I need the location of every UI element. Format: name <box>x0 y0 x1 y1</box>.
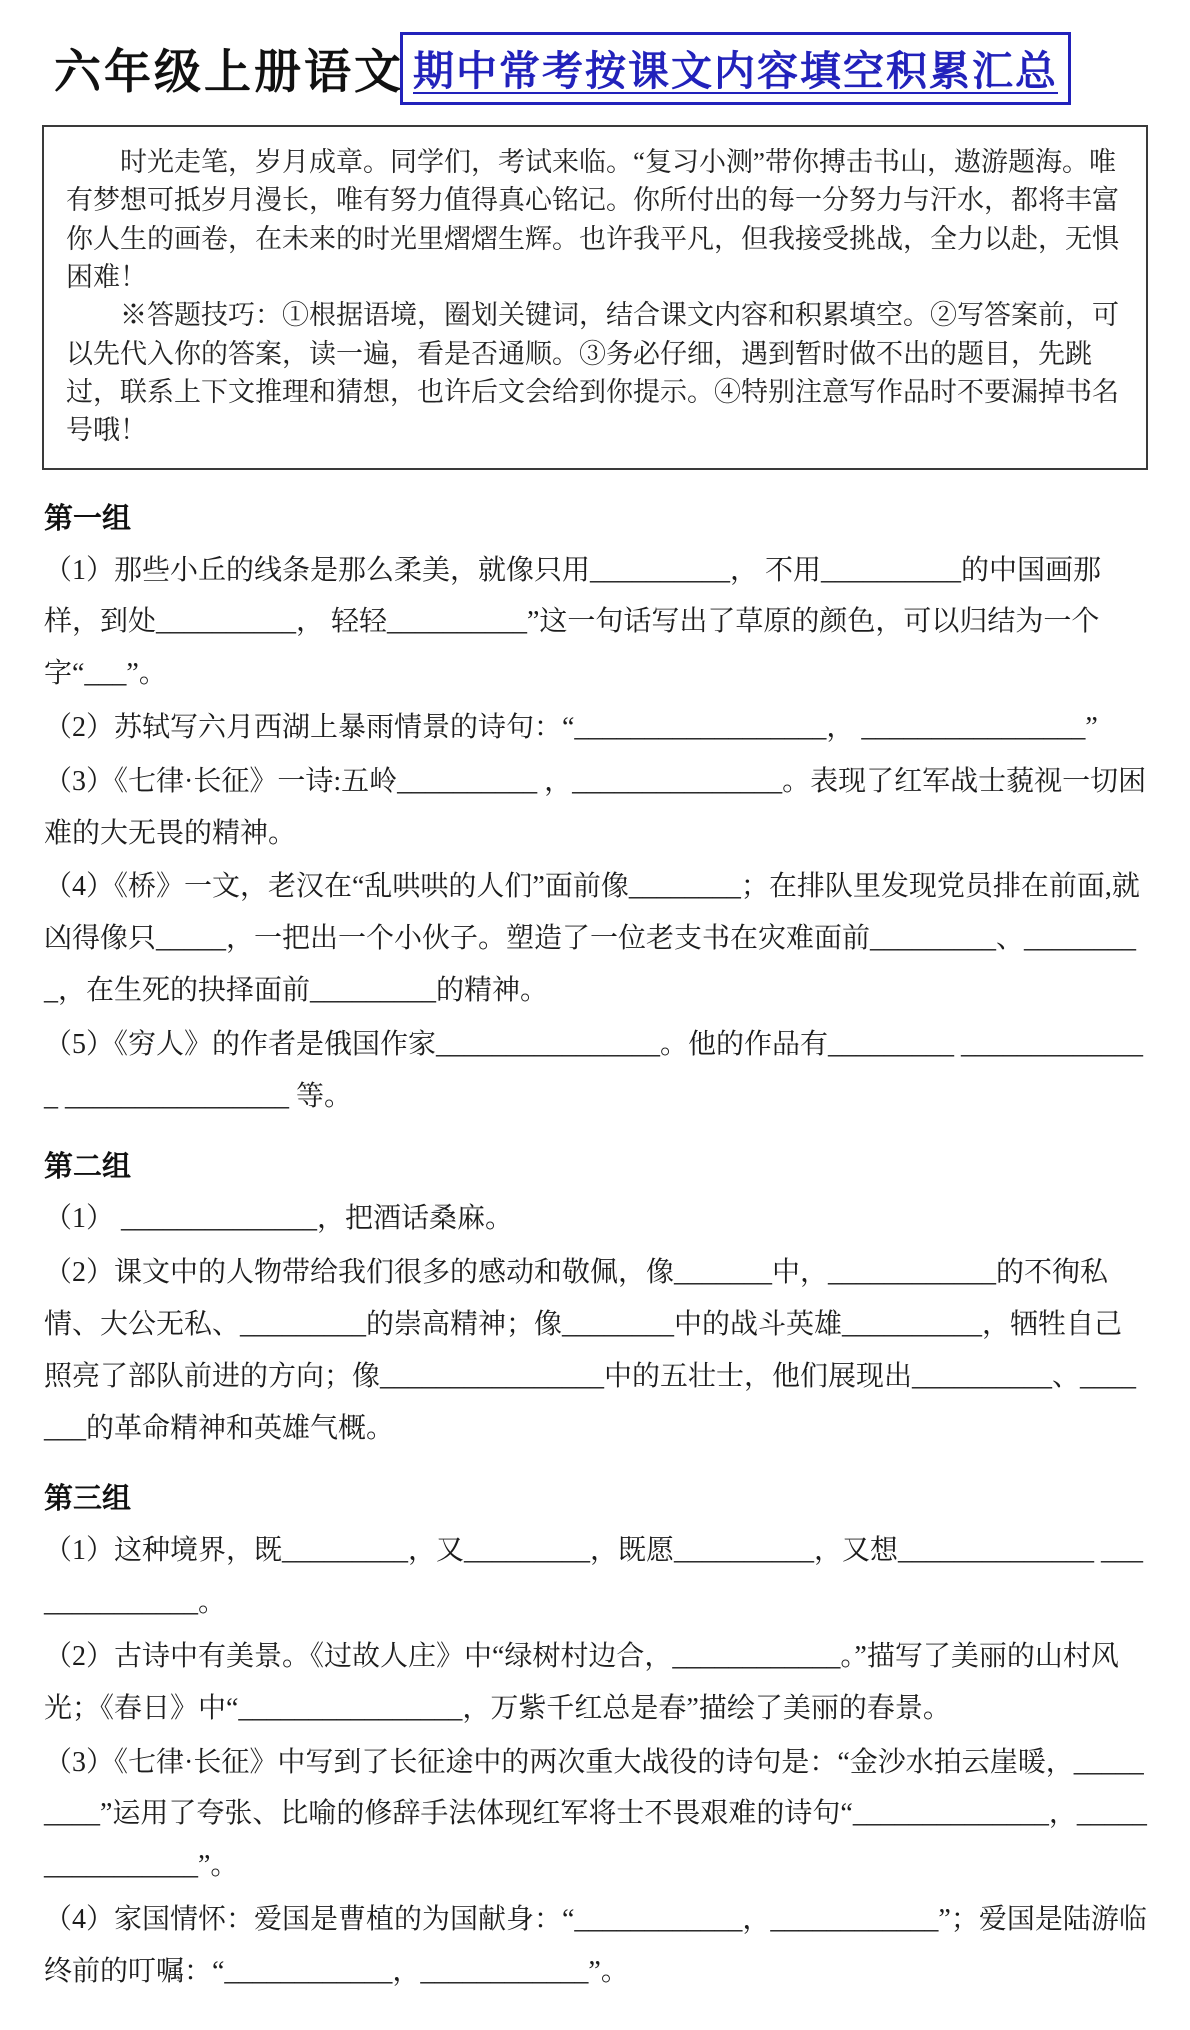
intro-paragraph-1: 时光走笔，岁月成章。同学们，考试来临。“复习小测”带你搏击书山，遨游题海。唯有梦想可抵岁月漫长，唯有努力值得真心铭记。你所付出的每一分努力与汗水，都将丰富你人生的画卷，在未来的时光里熠熠生辉。也许我平凡，但我接受挑战，全力以赴，无惧困难！ <box>66 147 1119 292</box>
section-heading-1: 第一组 <box>44 502 132 535</box>
intro-box <box>42 125 1148 470</box>
question-item: （1）那些小丘的线条是那么柔美，就像只用__________， 不用__________的中国画那样，到处__________， 轻轻__________”这一句话写出了草原的颜色，可以归结为一个字“___”。 <box>44 554 1102 690</box>
intro-paragraph-2: ※答题技巧：①根据语境，圈划关键词，结合课文内容和积累填空。②写答案前，可以先代入你的答案，读一遍，看是否通顺。③务必仔细，遇到暂时做不出的题目，先跳过，联系上下文推理和猜想，也许后文会给到你提示。④特别注意写作品时不要漏掉书名号哦！ <box>66 300 1119 446</box>
title-black: 六年级上册语文 <box>54 47 404 99</box>
section-heading-3: 第三组 <box>44 1483 132 1516</box>
question-item: （2）课文中的人物带给我们很多的感动和敬佩，像_______中，____________的不徇私情、大公无私、_________的崇高精神；像________中的战斗英雄__________，牺牲自己照亮了部队前进的方向；像________________中的五壮士，他们展现出__________、_______的革命精神和英雄气概。 <box>44 1257 1137 1444</box>
question-item: （4）《桥》一文，老汉在“乱哄哄的人们”面前像________；在排队里发现党员排在前面,就凶得像只_____，一把出一个小伙子。塑造了一位老支书在灾难面前_________、_________，在生死的抉择面前_________的精神。 <box>44 871 1140 1006</box>
section-heading-2: 第二组 <box>44 1151 132 1184</box>
title-blue: 期中常考按课文内容填空积累汇总 <box>413 48 1058 94</box>
question-item: （3）《七律·长征》一诗:五岭__________ ，_______________。表现了红军战士藐视一切困难的大无畏的精神。 <box>44 765 1147 849</box>
question-item: （5）《穷人》的作者是俄国作家________________。他的作品有_________ ______________ ________________ 等。 <box>44 1028 1144 1112</box>
question-item: （3）《七律·长征》中写到了长征途中的两次重大战役的诗句是：“金沙水拍云崖暖，_________”运用了夸张、比喻的修辞手法体现红军将士不畏艰难的诗句“______________，________________”。 <box>44 1746 1147 1882</box>
section-group-3 <box>42 1476 1148 1997</box>
section-group-2 <box>42 1144 1148 1454</box>
question-item: （1）这种境界，既_________，又_________，既愿__________，又想______________ ______________。 <box>44 1535 1144 1619</box>
page-title <box>54 32 1148 105</box>
section-group-1 <box>42 496 1148 1123</box>
question-item: （1） ______________，把酒话桑麻。 <box>44 1203 514 1235</box>
question-item: （2）苏轼写六月西湖上暴雨情景的诗句：“__________________， ________________” <box>44 712 1098 744</box>
title-blue-box <box>400 32 1071 105</box>
question-item: （2）古诗中有美景。《过故人庄》中“绿树村边合，____________。”描写了美丽的山村风光；《春日》中“________________，万紫千红总是春”描绘了美丽的春景。 <box>44 1640 1119 1724</box>
question-item: （4）家国情怀：爱国是曹植的为国献身：“____________，____________”；爱国是陆游临终前的叮嘱：“____________，____________”。 <box>44 1903 1147 1987</box>
